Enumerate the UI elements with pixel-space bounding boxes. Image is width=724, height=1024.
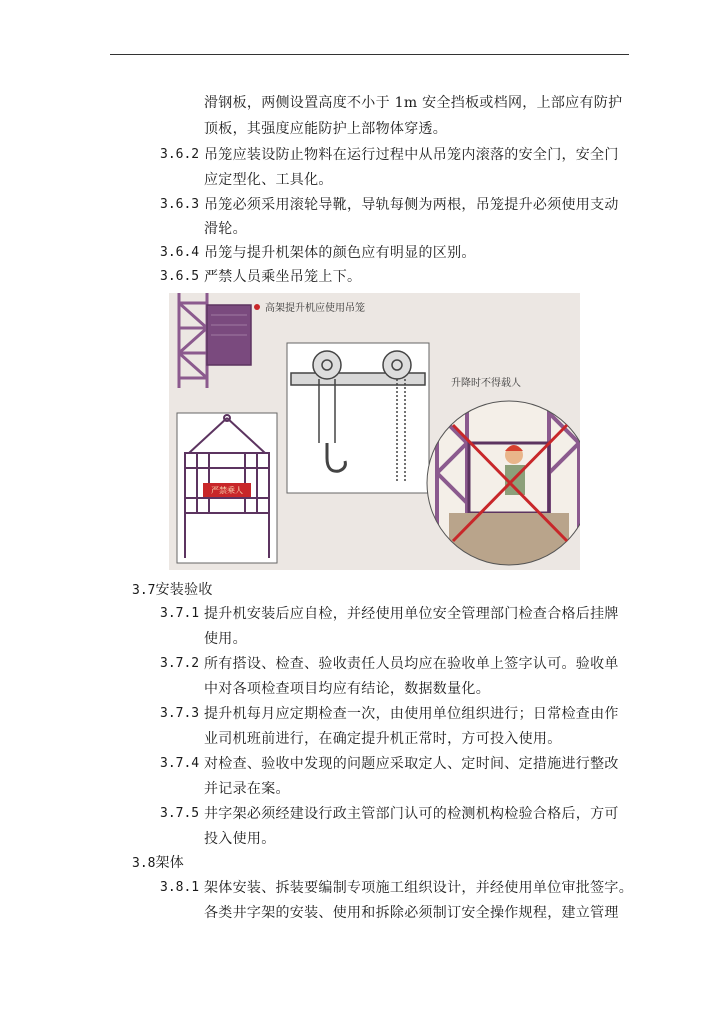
paragraph-line: 中对各项检查项目均应有结论，数据数量化。 (204, 681, 490, 697)
paragraph-line: 吊笼必须采用滚轮导靴，导轨每侧为两根，吊笼提升必须使用支动 (204, 197, 619, 213)
item-number: 3.7.4 (160, 756, 200, 771)
paragraph-line: 滑轮。 (204, 221, 247, 237)
hoist-cage-illustration (169, 293, 580, 570)
paragraph-line: 各类井字架的安装、使用和拆除必须制订安全操作规程，建立管理 (204, 905, 619, 921)
item-number: 3.7.1 (160, 606, 200, 621)
paragraph-line: 井字架必须经建设行政主管部门认可的检测机构检验合格后，方可 (204, 806, 619, 822)
paragraph-line: 提升机每月应定期检查一次，由使用单位组织进行；日常检查由作 (204, 706, 619, 722)
paragraph-line: 使用。 (204, 631, 247, 647)
paragraph-line: 顶板，其强度应能防护上部物体穿透。 (204, 121, 448, 137)
item-number: 3.6.2 (160, 147, 200, 162)
paragraph-line: 提升机安装后应自检，并经使用单位安全管理部门检查合格后挂牌 (204, 606, 619, 622)
item-number: 3.6.3 (160, 197, 200, 212)
section-title: 架体 (155, 855, 185, 871)
worker-in-cage-scene (419, 393, 580, 570)
section-heading (132, 853, 184, 874)
paragraph-line: 滑钢板，两侧设置高度不小于 1m 安全挡板或档网，上部应有防护 (204, 95, 623, 111)
paragraph-line: 并记录在案。 (204, 781, 290, 797)
item-number: 3.7.2 (160, 656, 200, 671)
section-number: 3.8 (132, 856, 156, 871)
paragraph-line: 投入使用。 (204, 831, 276, 847)
item-number: 3.6.4 (160, 245, 200, 260)
paragraph-line: 对检查、验收中发现的问题应采取定人、定时间、定措施进行整改 (204, 756, 619, 772)
paragraph-line: 吊笼应装设防止物料在运行过程中从吊笼内滚落的安全门，安全门 (204, 147, 619, 163)
figure-caption: 高架提升机应使用吊笼 (265, 303, 365, 314)
paragraph-line: 应定型化、工具化。 (204, 172, 333, 188)
item-number: 3.6.5 (160, 269, 200, 284)
paragraph-line: 严禁人员乘坐吊笼上下。 (204, 269, 362, 285)
illustration-svg (169, 293, 580, 570)
tower-lattice-icon (179, 293, 207, 388)
section-number: 3.7 (132, 583, 156, 598)
section-title: 安装验收 (155, 582, 213, 598)
no-riders-label: 升降时不得载人 (451, 378, 521, 389)
header-rule (110, 54, 629, 55)
paragraph-line: 吊笼与提升机架体的颜色应有明显的区别。 (204, 245, 476, 261)
paragraph-line: 业司机班前进行，在确定提升机正常时，方可投入使用。 (204, 731, 562, 747)
paragraph-line: 架体安装、拆装要编制专项施工组织设计，并经使用单位审批签字。 (204, 880, 633, 896)
caption-bullet-icon (254, 304, 260, 310)
warning-sign-text: 严禁乘人 (211, 486, 243, 495)
item-number: 3.8.1 (160, 880, 200, 895)
paragraph-line: 所有搭设、检查、验收责任人员均应在验收单上签字认可。验收单 (204, 656, 619, 672)
section-heading (132, 580, 213, 601)
item-number: 3.7.3 (160, 706, 200, 721)
item-number: 3.7.5 (160, 806, 200, 821)
